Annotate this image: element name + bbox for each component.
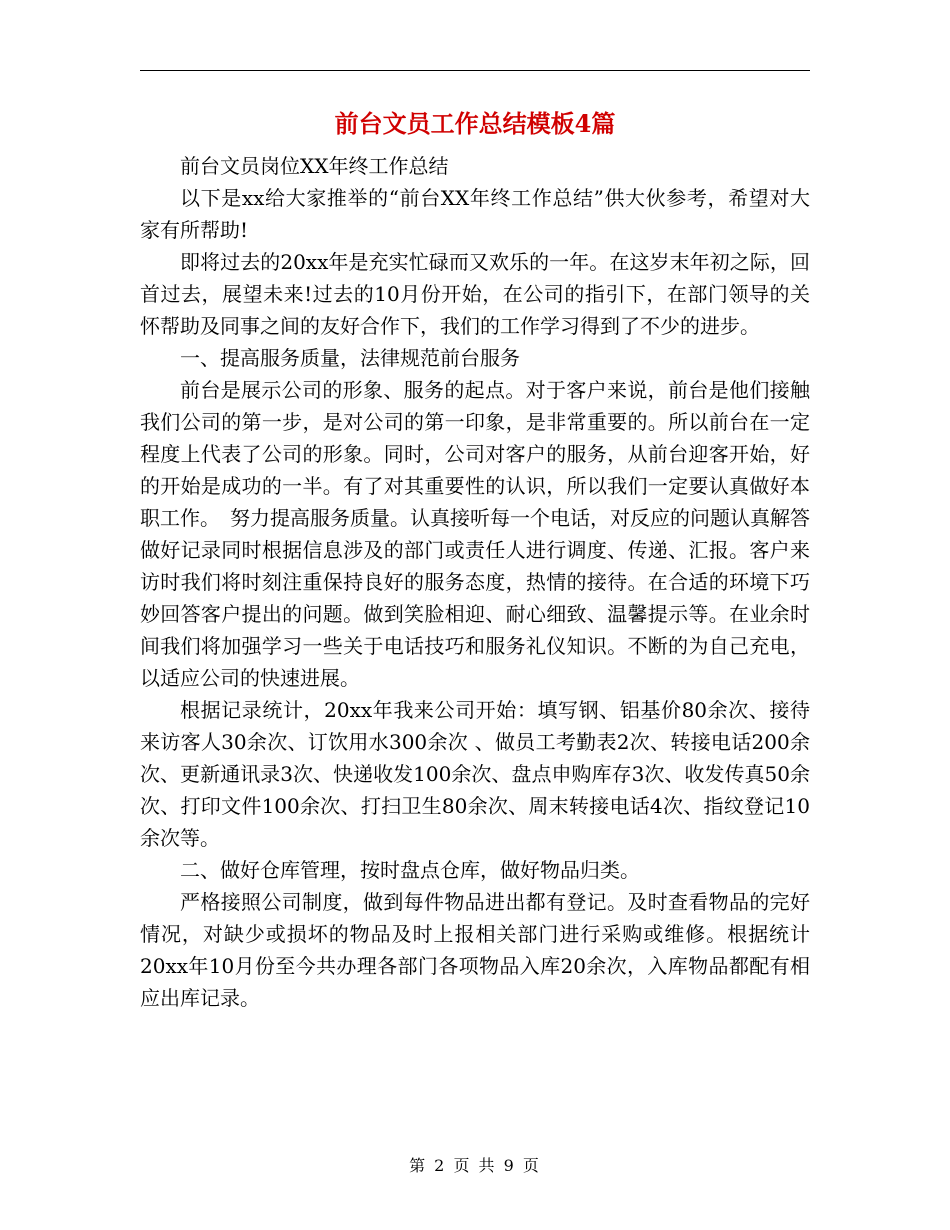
paragraph-statistics: 根据记录统计，20xx年我来公司开始：填写钢、铝基价80余次、接待来访客人30余次、订饮用水300余次 、做员工考勤表2次、转接电话200余次、更新通讯录3次、快递收发100余次、盘点申购库存3次、收发传真50余次、打印文件100余次、打扫卫生80余次、周末转接电话4次、指纹登记10余次等。 [140, 698, 810, 850]
paragraph-service: 前台是展示公司的形象、服务的起点。对于客户来说，前台是他们接触我们公司的第一步，是对公司的第一印象，是非常重要的。所以前台在一定程度上代表了公司的形象。同时，公司对客户的服务，从前台迎客开始，好的开始是成功的一半。有了对其重要性的认识，所以我们一定要认真做好本职工作。 努力提高服务质量。认真接听每一个电话，对反应的问题认真解答做好记录同时根据信息涉及的部门或责任人进行调度、传递、汇报。客户来访时我们将时刻注重保持良好的服务态度，热情的接待。在合适的环境下巧妙回答客户提出的问题。做到笑脸相迎、耐心细致、温馨提示等。在业余时间我们将加强学习一些关于电话技巧和服务礼仪知识。不断的为自己充电，以适应公司的快速进展。 [140, 378, 810, 690]
document-body [140, 150, 810, 1014]
paragraph-subtitle: 前台文员岗位XX年终工作总结 [180, 154, 449, 178]
section-heading-warehouse: 二、做好仓库管理，按时盘点仓库，做好物品归类。 [180, 858, 640, 882]
section-heading-service: 一、提高服务质量，法律规范前台服务 [180, 346, 520, 370]
document-title: 前台文员工作总结模板4篇 [334, 109, 616, 138]
paragraph-review: 即将过去的20xx年是充实忙碌而又欢乐的一年。在这岁末年初之际，回首过去，展望未来!过去的10月份开始，在公司的指引下，在部门领导的关怀帮助及同事之间的友好合作下，我们的工作学习得到了不少的进步。 [140, 250, 810, 338]
paragraph-warehouse: 严格接照公司制度，做到每件物品进出都有登记。及时查看物品的完好情况，对缺少或损坏的物品及时上报相关部门进行采购或维修。根据统计20xx年10月份至今共办理各部门各项物品入库20余次，入库物品都配有相应出库记录。 [140, 890, 810, 1010]
paragraph-intro: 以下是xx给大家推举的“前台XX年终工作总结”供大伙参考，希望对大家有所帮助! [140, 186, 810, 242]
header-rule [140, 70, 810, 71]
page-number: 第 2 页 共 9 页 [409, 1156, 541, 1175]
